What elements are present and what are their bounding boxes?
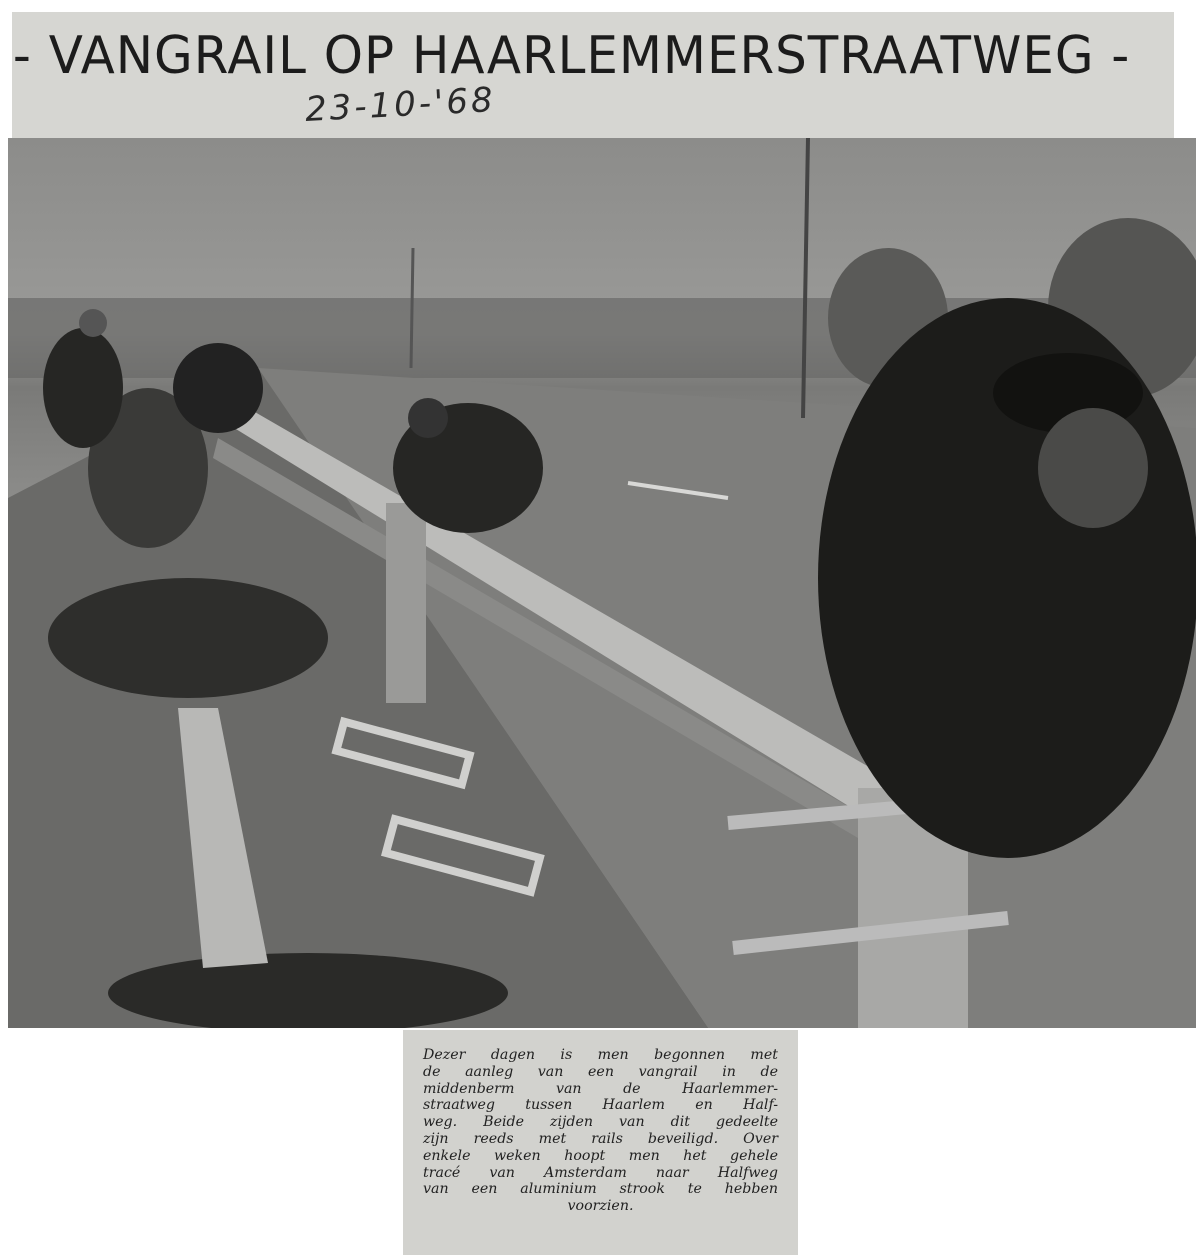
caption-line: tracé van Amsterdam naar Halfweg	[423, 1164, 778, 1181]
news-photo	[8, 138, 1196, 1028]
caption-line: de aanleg van een vangrail in de	[423, 1063, 778, 1080]
caption-line: voorzien.	[567, 1198, 634, 1215]
caption-line: enkele weken hoopt men het gehele	[423, 1147, 778, 1164]
caption-line: weg. Beide zijden van dit gedeelte	[423, 1114, 778, 1131]
caption-line: middenberm van de Haarlemmer-	[423, 1080, 778, 1097]
caption-line: Dezer dagen is men begonnen met	[423, 1047, 778, 1063]
caption-line: zijn reeds met rails beveiligd. Over	[423, 1130, 778, 1147]
headline: - VANGRAIL OP HAARLEMMERSTRAATWEG -	[12, 26, 1131, 86]
handwritten-date: 23-10-'68	[304, 80, 497, 130]
caption-line: van een aluminium strook te hebben	[423, 1181, 778, 1198]
caption-line: straatweg tussen Haarlem en Half-	[423, 1097, 778, 1114]
photo-caption	[403, 1030, 798, 1255]
